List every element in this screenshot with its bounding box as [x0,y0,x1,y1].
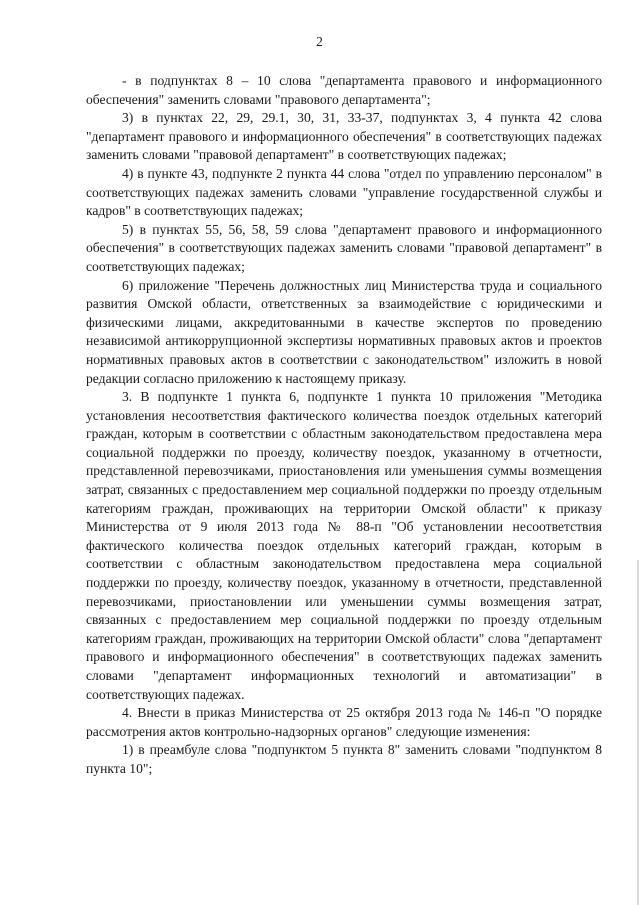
paragraph-7: 4. Внести в приказ Министерства от 25 октября 2013 года № 146-п "О порядке рассмотрения актов контрольно-надзорных органов" следующие изменения: [86,705,602,739]
paragraph-8: 1) в преамбуле слова "подпунктом 5 пункта 8" заменить словами "подпунктом 8 пункта 10"; [86,742,602,776]
paragraph-2: 3) в пунктах 22, 29, 29.1, 30, 31, 33-37, подпунктах 3, 4 пункта 42 слова "департамент правового и информационного обеспечения" в соответствующих падежах заменить словами "правовой департамент" в соответствующих падежах; [86,110,602,163]
paragraph-3: 4) в пункте 43, подпункте 2 пункта 44 слова "отдел по управлению персоналом" в соответствующих падежах заменить словами "управление государственной службы и кадров" в соответствующих падежах; [86,165,602,219]
paragraph-4: 5) в пунктах 55, 56, 58, 59 слова "департамент правового и информационного обеспечения" в соответствующих падежах заменить словами "правовой департамент" в соответствующих падежах; [86,221,602,274]
paragraph-6: 3. В подпункте 1 пункта 6, подпункте 1 пункта 10 приложения "Методика установления несоответствия фактического количества поездок отдельных категорий граждан, которым в соответствии с областным законодательством предоставлена мера социальной поддержки по проезду, количеству поездок, указанному в отчетности, представленной перевозчиками, приостановления или уменьшения суммы возмещения затрат, связанных с предоставлением мер социальной поддержки по проезду отдельным категориям граждан, проживающих на территории Омской области" к приказу Министерства от 9 июля 2013 года № 88-п "Об установлении несоответствия фактического количества поездок отдельных категорий граждан, которым в соответствии с областным законодательством предоставлена мера социальной поддержки по проезду, количеству поездок, указанному в отчетности, представленной перевозчиками, приостановлении или уменьшении суммы возмещения затрат, связанных с предоставлением мер социальной поддержки по проезду отдельным категориям граждан, проживающих на территории Омской области" слова "департамент правового и информационного обеспечения" в соответствующих падежах заменить словами "департамент информационных технологий и автоматизации" в соответствующих падежах. [86,389,602,702]
page-number: 2 [316,34,323,49]
paragraph-5: 6) приложение "Перечень должностных лиц Министерства труда и социального развития Омской области, ответственных за взаимодействие с юридическими и физическими лицами, аккредитованными в качестве экспертов по проведению независимой антикоррупционной экспертизы нормативных правовых актов и проектов нормативных правовых актов в соответствии с законодательством" изложить в новой редакции согласно приложению к настоящему приказу. [86,277,602,386]
paragraph-1: - в подпунктах 8 – 10 слова "департамента правового и информационного обеспечения" заменить словами "правового департамента"; [86,73,602,107]
document-body [86,72,602,779]
